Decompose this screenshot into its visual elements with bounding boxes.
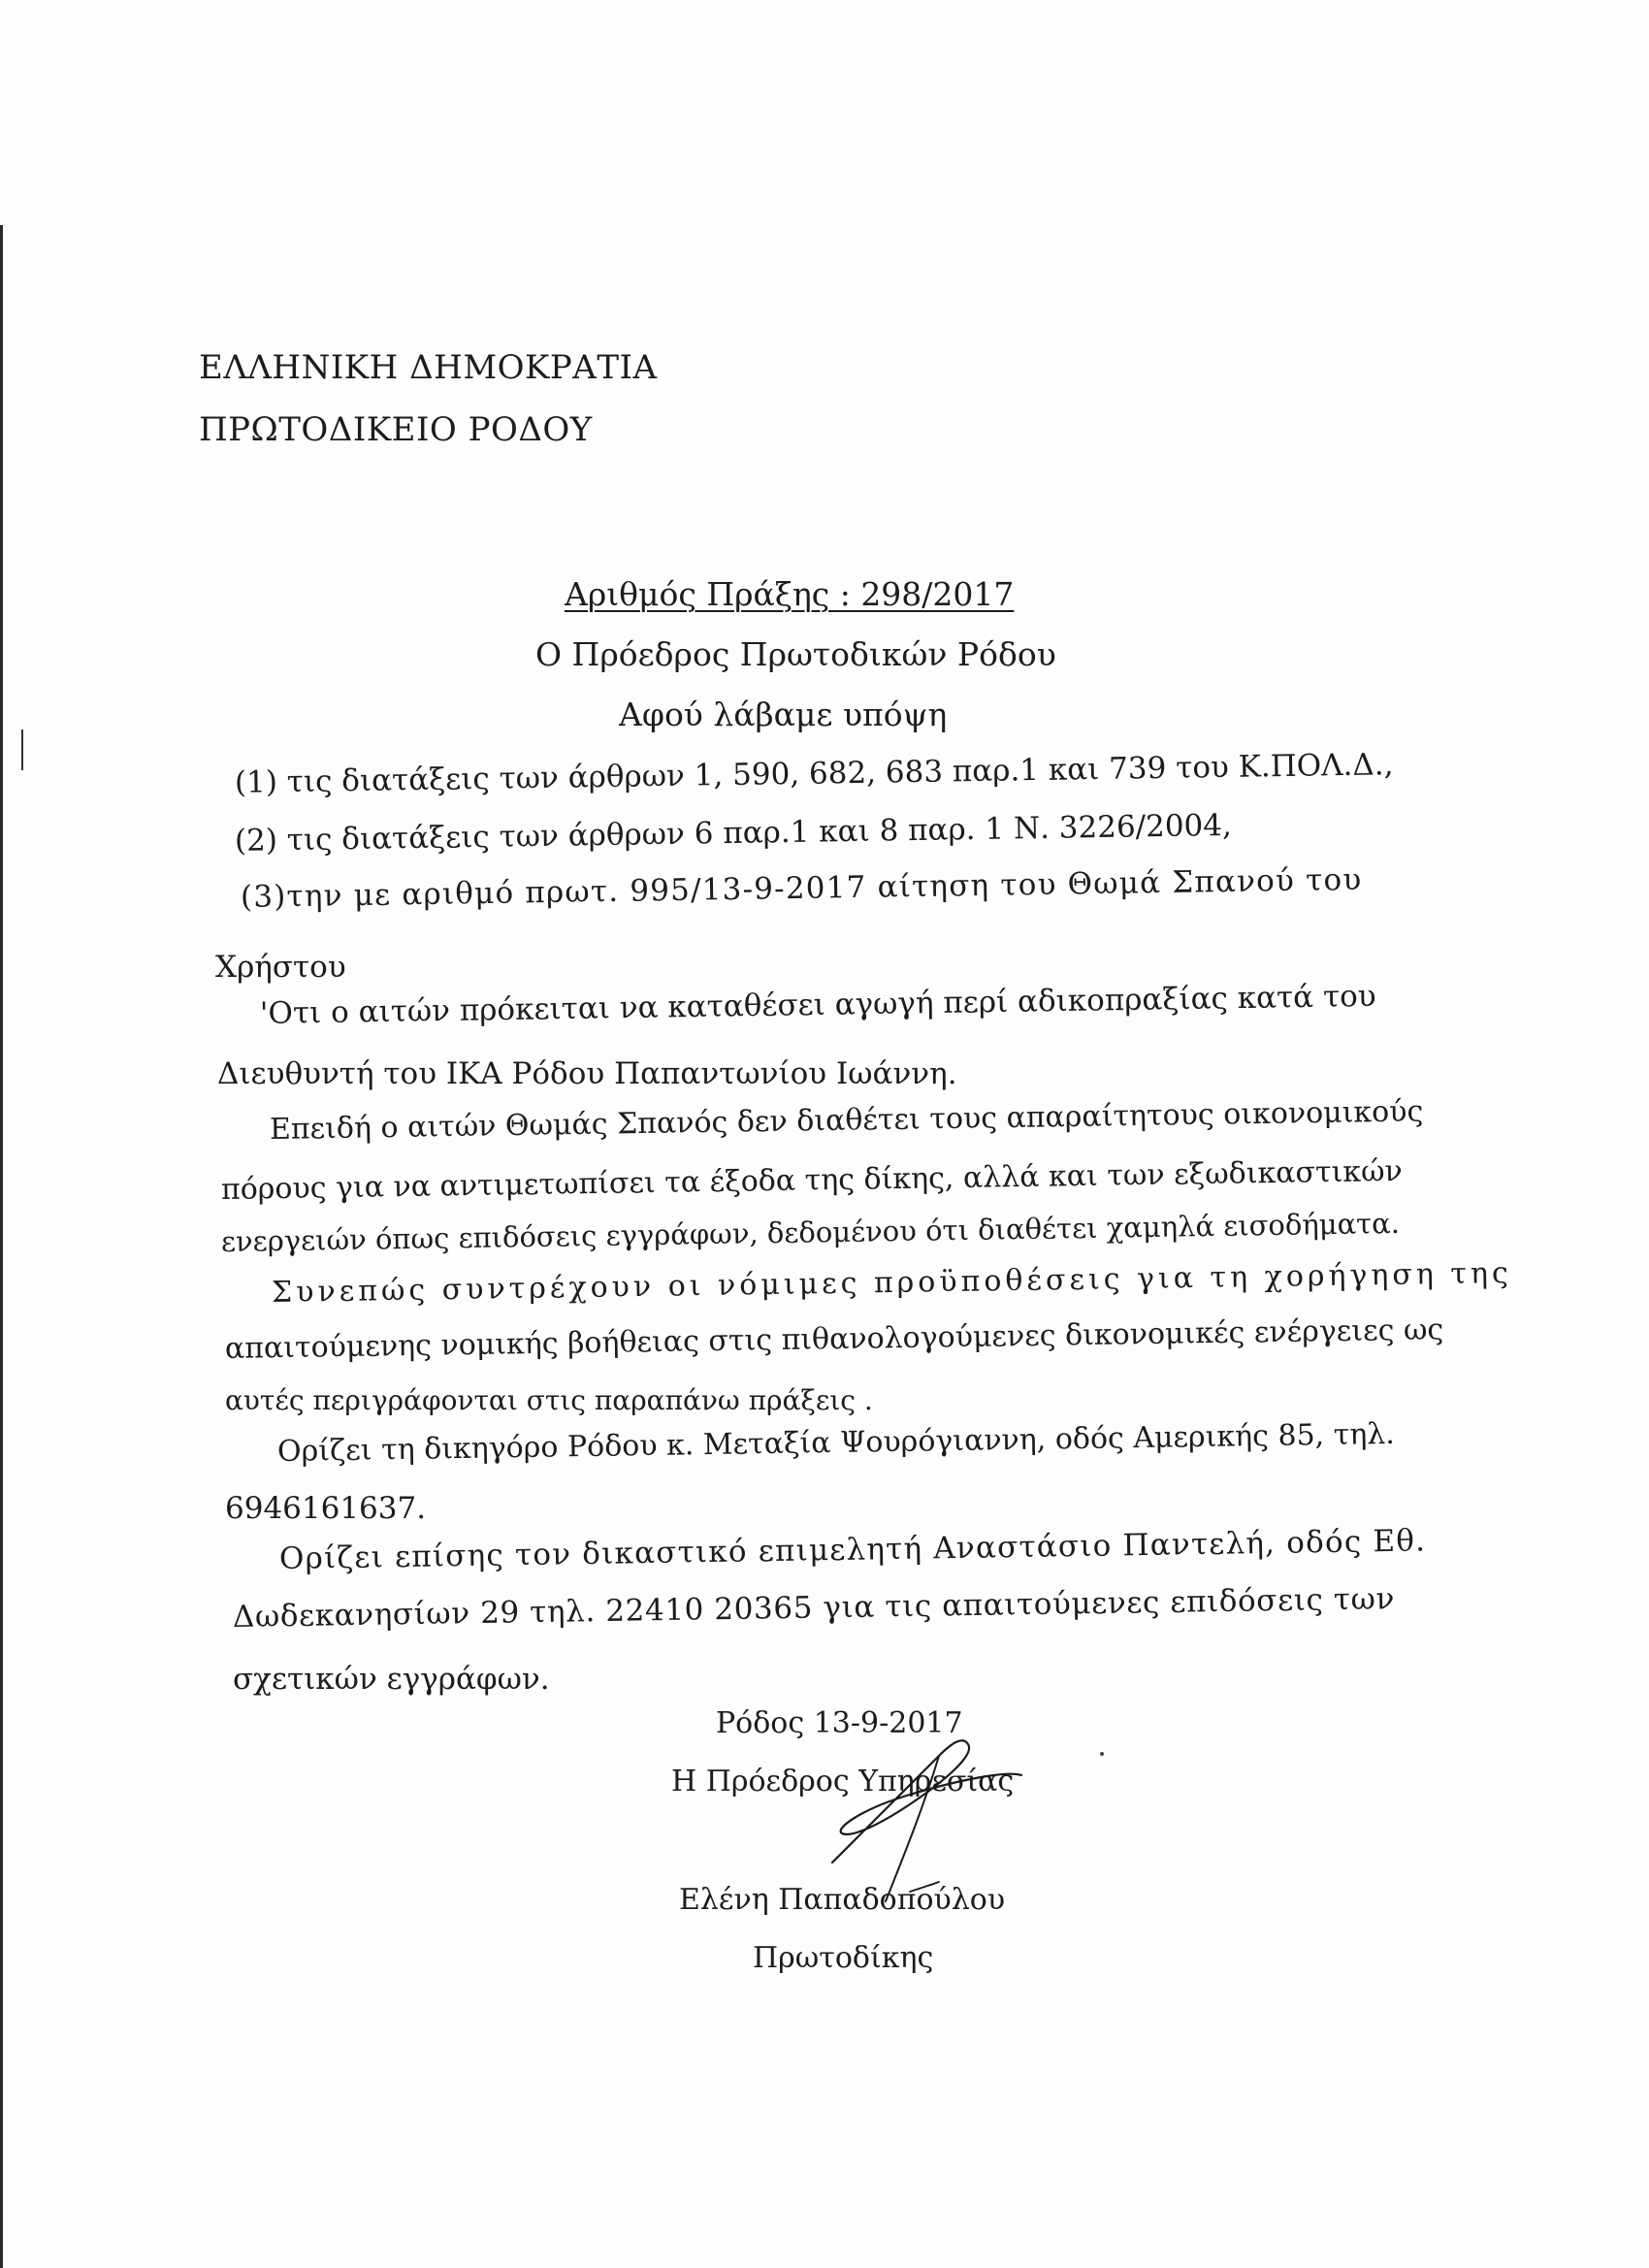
paragraph-1-line-2: Διευθυντή του ΙΚΑ Ρόδου Παπαντωνίου Ιωάννη. — [217, 1056, 957, 1091]
consideration-2: (2) τις διατάξεις των άρθρων 6 παρ.1 και 8 παρ. 1 Ν. 3226/2004, — [234, 807, 1233, 859]
header-court: ΠΡΩΤΟΔΙΚΕΙΟ ΡΟΔΟΥ — [199, 410, 593, 449]
paragraph-5-line-2: Δωδεκανησίων 29 τηλ. 22410 20365 για τις απαιτούμενες επιδόσεις των — [232, 1581, 1396, 1635]
paragraph-1-line-1: 'Οτι ο αιτών πρόκειται να καταθέσει αγωγή περί αδικοπραξίας κατά του — [259, 978, 1376, 1031]
paragraph-4-line-2: 6946161637. — [225, 1491, 427, 1526]
consideration-3-continued: Χρήστου — [215, 950, 346, 985]
paragraph-3-line-2: απαιτούμενης νομικής βοήθειας στις πιθανολογούμενες δικονομικές ενέργειες ως — [224, 1312, 1444, 1366]
place-date: Ρόδος 13-9-2017 — [716, 1706, 963, 1740]
paragraph-3-line-3: αυτές περιγράφονται στις παραπάνω πράξεις . — [225, 1384, 873, 1416]
paragraph-2-line-2: πόρους για να αντιμετωπίσει τα έξοδα της δίκης, αλλά και των εξωδικαστικών — [220, 1153, 1404, 1207]
scan-speck — [1100, 1752, 1104, 1756]
paragraph-3-line-1: Συνεπώς συντρέχουν οι νόμιμες προϋποθέσεις για τη χορήγηση της — [271, 1255, 1512, 1310]
paragraph-4-line-1: Ορίζει τη δικηγόρο Ρόδου κ. Μεταξία Ψουρόγιαννη, οδός Αμερικής 85, τηλ. — [276, 1416, 1396, 1469]
header-country: ΕΛΛΗΝΙΚΗ ΔΗΜΟΚΡΑΤΙΑ — [199, 348, 658, 387]
signatory-role: Η Πρόεδρος Υπηρεσίας — [671, 1765, 1015, 1798]
paragraph-5-line-3: σχετικών εγγράφων. — [233, 1662, 550, 1697]
consideration-3 — [240, 861, 1363, 915]
handwritten-signature — [793, 1717, 1046, 1911]
signatory-name: Ελένη Παπαδοπούλου — [679, 1883, 1006, 1917]
scan-left-edge — [0, 225, 3, 2268]
signatory-title: Πρωτοδίκης — [753, 1941, 934, 1975]
act-number: Αριθμός Πράξης : 298/2017 — [565, 575, 1015, 613]
considering-line: Αφού λάβαμε υπόψη — [619, 696, 948, 733]
issuer-line: Ο Πρόεδρος Πρωτοδικών Ρόδου — [535, 635, 1056, 673]
consideration-1: (1) τις διατάξεις των άρθρων 1, 590, 682, 683 παρ.1 και 739 του Κ.ΠΟΛ.Δ., — [234, 747, 1394, 800]
paragraph-5-line-1: Ορίζει επίσης τον δικαστικό επιμελητή Αναστάσιο Παντελή, οδός Εθ. — [278, 1523, 1427, 1576]
consideration-3-text: (3)την με αριθμό πρωτ. 995/13-9-2017 αίτηση του Θωμά Σπανού του — [240, 861, 1363, 915]
scan-margin-mark — [21, 729, 23, 770]
paragraph-2-line-3: ενεργειών όπως επιδόσεις εγγράφων, δεδομένου ότι διαθέτει χαμηλά εισοδήματα. — [220, 1206, 1401, 1258]
paragraph-2-line-1: Επειδή ο αιτών Θωμάς Σπανός δεν διαθέτει τους απαραίτητους οικονομικούς — [269, 1094, 1424, 1147]
